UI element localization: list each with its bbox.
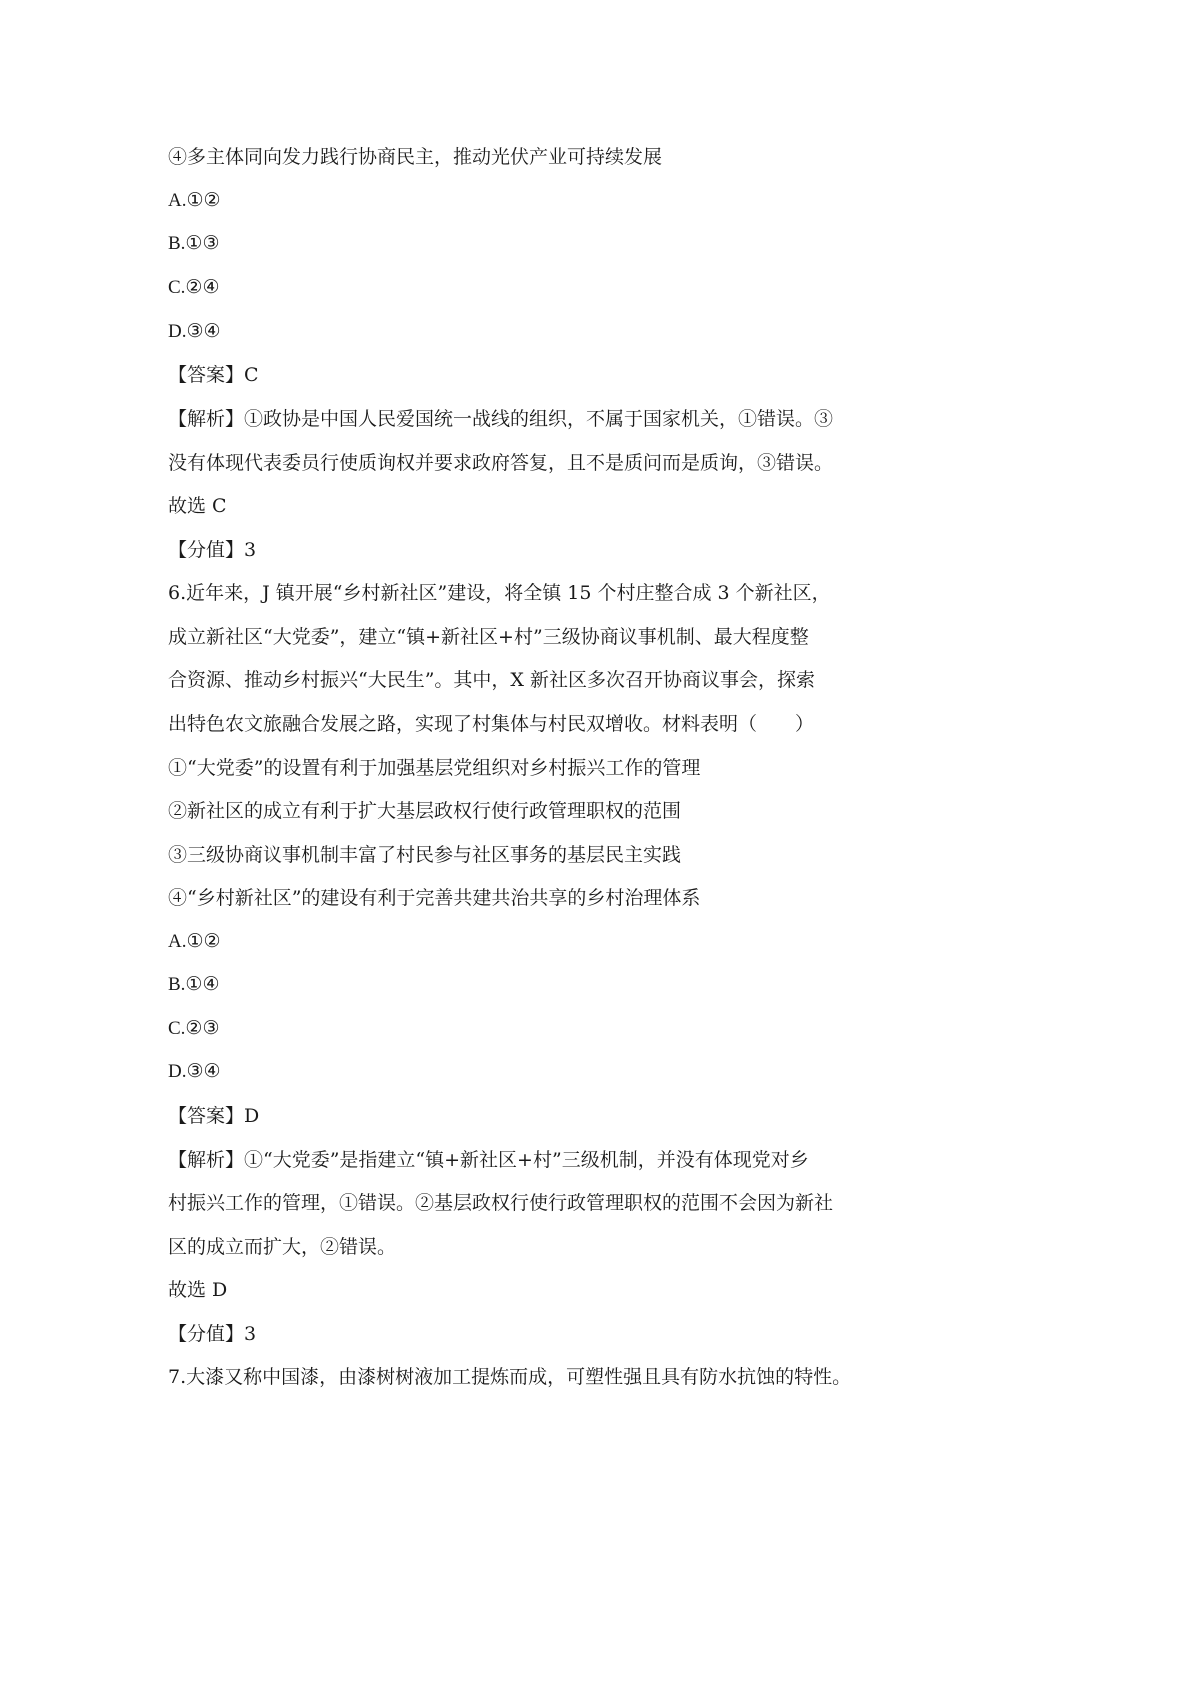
q6-answer: 【答案】D: [168, 1105, 260, 1127]
q6-stem-line-4: 出特色农文旅融合发展之路，实现了村集体与村民双增收。材料表明（ ）: [168, 713, 815, 735]
q6-statement-3: ③三级协商议事机制丰富了村民参与社区事务的基层民主实践: [168, 844, 682, 866]
q6-statement-2: ②新社区的成立有利于扩大基层政权行使行政管理职权的范围: [168, 800, 682, 822]
q6-stem-line-2: 成立新社区“大党委”，建立“镇+新社区+村”三级协商议事机制、最大程度整: [168, 626, 809, 648]
q6-option-a: A.①②: [168, 931, 221, 952]
q5-analysis-line-2: 没有体现代表委员行使质询权并要求政府答复，且不是质问而是质询，③错误。: [168, 452, 834, 474]
q6-option-b: B.①④: [168, 974, 220, 995]
q6-score: 【分值】3: [168, 1323, 257, 1345]
q6-analysis-line-2: 村振兴工作的管理，①错误。②基层政权行使行政管理职权的范围不会因为新社: [168, 1192, 834, 1214]
q5-answer: 【答案】C: [168, 364, 259, 386]
q6-conclusion: 故选 D: [168, 1279, 228, 1301]
q5-analysis-line-1: 【解析】①政协是中国人民爱国统一战线的组织，不属于国家机关，①错误。③: [168, 408, 834, 430]
q5-option-a: A.①②: [168, 190, 221, 211]
q5-analysis-line-3: 故选 C: [168, 495, 227, 517]
q5-statement-4: ④多主体同向发力践行协商民主，推动光伏产业可持续发展: [168, 146, 663, 168]
q5-option-c: C.②④: [168, 277, 220, 298]
q6-stem-line-1: 6.近年来，J 镇开展“乡村新社区”建设，将全镇 15 个村庄整合成 3 个新社区，: [168, 582, 831, 604]
q5-option-d: D.③④: [168, 321, 221, 342]
q6-statement-1: ①“大党委”的设置有利于加强基层党组织对乡村振兴工作的管理: [168, 757, 701, 779]
q6-analysis-line-1: 【解析】①“大党委”是指建立“镇+新社区+村”三级机制，并没有体现党对乡: [168, 1149, 809, 1171]
q7-stem: 7.大漆又称中国漆，由漆树树液加工提炼而成，可塑性强且具有防水抗蚀的特性。: [168, 1366, 852, 1388]
q6-option-d: D.③④: [168, 1061, 221, 1082]
q6-analysis-line-3: 区的成立而扩大，②错误。: [168, 1236, 397, 1258]
q6-option-c: C.②③: [168, 1018, 220, 1039]
q5-option-b: B.①③: [168, 233, 220, 254]
q5-score: 【分值】3: [168, 539, 257, 561]
q6-stem-line-3: 合资源、推动乡村振兴“大民生”。其中，X 新社区多次召开协商议事会，探索: [168, 669, 815, 691]
q6-statement-4: ④“乡村新社区”的建设有利于完善共建共治共享的乡村治理体系: [168, 887, 701, 909]
